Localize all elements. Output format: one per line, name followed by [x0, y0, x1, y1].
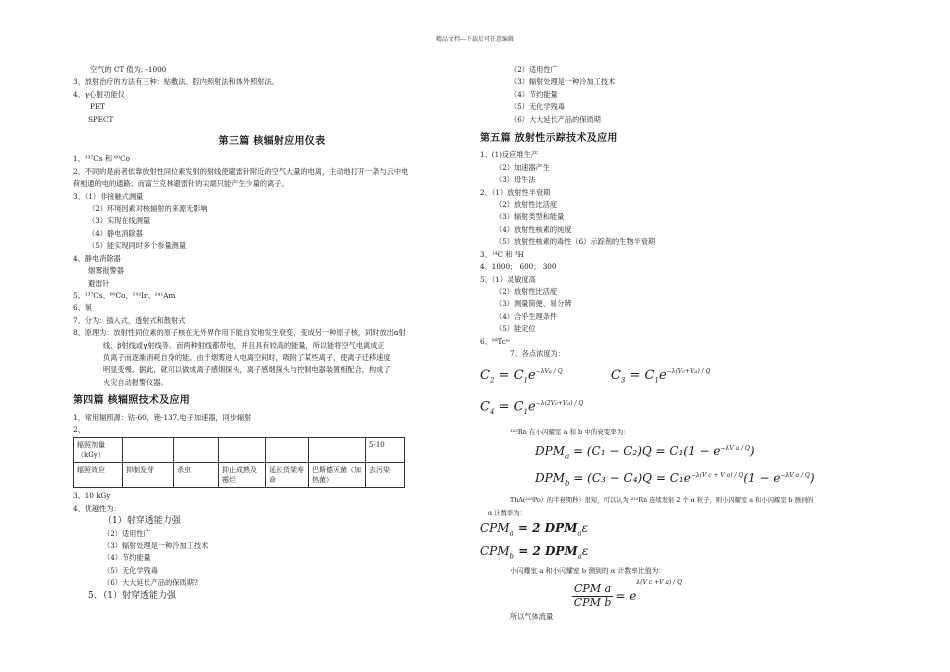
table-cell: 巴斯德灭菌（加热菌） — [309, 463, 366, 488]
text-line: 荷相通的电的通路；而富兰克林避雷针的尖端只能产生少量的离子。 — [73, 179, 289, 189]
table-cell: 辐照剂量（kGy） — [74, 438, 123, 463]
table-row — [74, 438, 405, 463]
table-cell — [266, 438, 309, 463]
text-line: 4、优越性为： — [73, 503, 121, 513]
text-line: 7、分为：插入式，透射式和散射式 — [73, 315, 186, 325]
text-line: （4）节约能量 — [510, 89, 558, 99]
chapter-4-heading: 第四篇 核辐照技术及应用 — [73, 395, 191, 407]
text-line: （6）大大延长产品的保质期 — [510, 114, 601, 124]
table-row — [74, 463, 405, 488]
text-line: 线、β射线或γ射线等。而两种射线都带电，并且具有较高的能量，所以能将空气电离成正 — [103, 340, 385, 350]
text-line: 3、（1）非接触式测量 — [73, 191, 144, 201]
text-line: （4）节约能量 — [103, 553, 151, 563]
eq-c4: $C_4 = C_1e^{-\lambda(2Vc+Va) / Q}$ — [480, 399, 584, 417]
text-line: 5、（1）射穿透能力强 — [88, 590, 176, 601]
text-line: 所以气体流量 — [510, 612, 554, 622]
text-line: （3）母牛法 — [495, 175, 536, 185]
eq-dpm-a: $DPM_a = (C_1 - C_2)Q = C_1(1 - e^{-\lambda V a / Q})$ — [535, 443, 755, 460]
chapter-5-heading: 第五篇 放射性示踪技术及应用 — [480, 133, 618, 145]
text-line: （5）无化学残毒 — [510, 102, 565, 112]
text-line: （6）大大延长产品的保质期? — [103, 578, 198, 588]
ratio-fraction: $\frac{\text{CPM a}}{\text{CPM b}}$ — [573, 582, 612, 609]
text-line: 1、(1)反应堆生产 — [480, 150, 538, 160]
table-cell — [219, 438, 266, 463]
text-line: 明显变慢。据此，就可以做成离子感烟探头，离子感烟探头与控制电器装置相配合，构成了 — [103, 365, 391, 375]
text-line: 5、¹³⁷Cs、⁶⁰Co、¹⁹²Ir、²⁴¹Am — [73, 290, 176, 300]
text-line: （3）测量简便、易分辨 — [495, 299, 572, 309]
text-line: ThA(²¹⁸Po）的半衰期秒）很短，可以认为 ²²²Rn 连续发射 2 个 α 粒子，则小闪耀室 a 和小闪耀室 b 测到的 — [510, 497, 814, 505]
chapter-3-heading: 第三篇 核辐射应用仪表 — [218, 136, 326, 148]
eq-ratio: $\frac{\text{CPM a}}{\text{CPM b}}$ = $e^{\lambda(V c +V a) / Q}$ — [573, 579, 683, 609]
text-line: 7、各点浓度为： — [510, 348, 565, 358]
table-cell: 延长货架寿命 — [266, 463, 309, 488]
text-line: 6、⁹⁹Tcᵐ — [480, 336, 511, 346]
text-line: （2）放射性比活度 — [495, 286, 558, 296]
table-cell — [309, 438, 366, 463]
table-cell — [174, 438, 219, 463]
text-line: （1）射穿透能力强 — [103, 516, 181, 527]
table-cell: 辐照效应 — [74, 463, 123, 488]
table-cell: 杀虫 — [174, 463, 219, 488]
text-line: PET — [90, 102, 105, 112]
text-line: （3）辐射处理是一种冷加工技术 — [103, 541, 209, 550]
text-line: （3）辐射处理是一种冷加工技术 — [510, 77, 616, 87]
text-line: （4）合乎生理条件 — [495, 311, 558, 321]
text-line: ²²²Rn 在小闪耀室 a 和 b 中的衰变率为： — [510, 428, 630, 437]
text-line: （2）适用性广 — [103, 528, 151, 538]
text-line: 1、常用辐照源：钴-60，铯-137,电子加速器，同步辐射 — [73, 412, 252, 422]
right-column — [480, 64, 885, 624]
text-line: 8、原理为：放射性同位素的原子核在无外界作用下能自发地发生衰变，变成另一种原子核，同时放出α射 — [73, 328, 406, 338]
text-line: （5）能定位 — [495, 324, 536, 334]
text-line: （3）实现在线测量 — [88, 216, 151, 226]
text-line: 2、 — [73, 424, 85, 434]
text-line: 避雷针 — [88, 278, 110, 288]
table-cell: 抑止成熟及霉烂 — [219, 463, 266, 488]
text-line: （3）辐射类型和能量 — [495, 212, 565, 222]
text-line: 负离子而逐渐消耗自身的能。由于烟雾进入电离空间时，吸附了某些离子，使离子迁移速度 — [103, 352, 391, 362]
text-line: 3、¹⁴C 和 ³H — [480, 249, 524, 259]
text-line: 6、氡 — [73, 303, 92, 313]
table-cell: 5-10 — [366, 438, 405, 463]
text-line: 3、放射治疗的方法有三种：贴敷法、腔内照射法和体外照射法。 — [73, 77, 279, 87]
text-line: 2、（1）放射性半衰期 — [480, 187, 551, 197]
text-line: （5）放射性核素的毒性（6）示踪剂的生物半衰期 — [495, 237, 656, 247]
text-line: 烟雾报警器 — [88, 266, 124, 276]
text-line: （4）放射性核素的纯度 — [495, 224, 572, 234]
text-line: 火灾自动报警仪器。 — [103, 377, 168, 387]
eq-c3: $C_3 = C_1e^{-\lambda(Vc+Va) / Q}$ — [610, 367, 711, 385]
text-line: 2、不同的是前者依靠放射性同位素发射的射线使避雷针附近的空气大量的电离，主动地打开一条与云中电 — [73, 166, 409, 176]
page-header: 精品文档---下载后可任意编辑 — [435, 36, 515, 43]
text-line: 1、¹³⁷Cs 和 ⁶⁰Co — [73, 154, 130, 164]
text-line: 空气的 CT 值为: -1000 — [90, 65, 167, 74]
eq-c2: $C_2 = C_1e^{-\lambda Va / Q}$ — [480, 367, 563, 385]
text-line: 5、（1）灵敏度高 — [480, 274, 536, 284]
text-line: （5）能实现同时多个参量测量 — [88, 241, 187, 251]
text-line: （5）无化学残毒 — [103, 565, 158, 575]
text-line: 3、10 kGy — [73, 491, 111, 501]
irradiation-table — [73, 437, 405, 488]
text-line: 4、γ心脏功能仪 — [73, 89, 125, 99]
text-line: （2）加速器产生 — [495, 162, 550, 172]
left-column — [73, 64, 471, 602]
eq-cpm-a: $CPM_a = 2$ $DPM_a\varepsilon$ — [480, 521, 589, 538]
text-line: （4）静电消除器 — [88, 228, 143, 238]
text-line: 4、1000； 600； 300 — [480, 262, 557, 272]
table-cell: 抑制发芽 — [123, 463, 174, 488]
equation-c2-c3 — [480, 362, 885, 390]
text-line: SPECT — [88, 114, 114, 124]
eq-dpm-b: $DPM_b = (C_3 - C_4)Q = C_1e^{-\lambda(V c + V a) / Q}(1 - e^{-\lambda V a / Q})$ — [535, 470, 815, 488]
table-cell — [123, 438, 174, 463]
text-line: 小闪耀室 a 和小闪耀室 b 测到的 α 计数率比值为： — [510, 566, 666, 575]
text-line: （2）环境因素对核辐射的来源无影响 — [88, 204, 208, 214]
text-line: （2）放射性比活度 — [495, 200, 558, 210]
text-line: 4、静电消除器 — [73, 253, 121, 263]
table-cell: 去污染 — [366, 463, 405, 488]
eq-cpm-b: $CPM_b = 2$ $DPM_a\varepsilon$ — [480, 543, 589, 560]
text-line: （2）适用性广 — [510, 65, 558, 74]
text-line: α 计数率为： — [488, 509, 526, 517]
